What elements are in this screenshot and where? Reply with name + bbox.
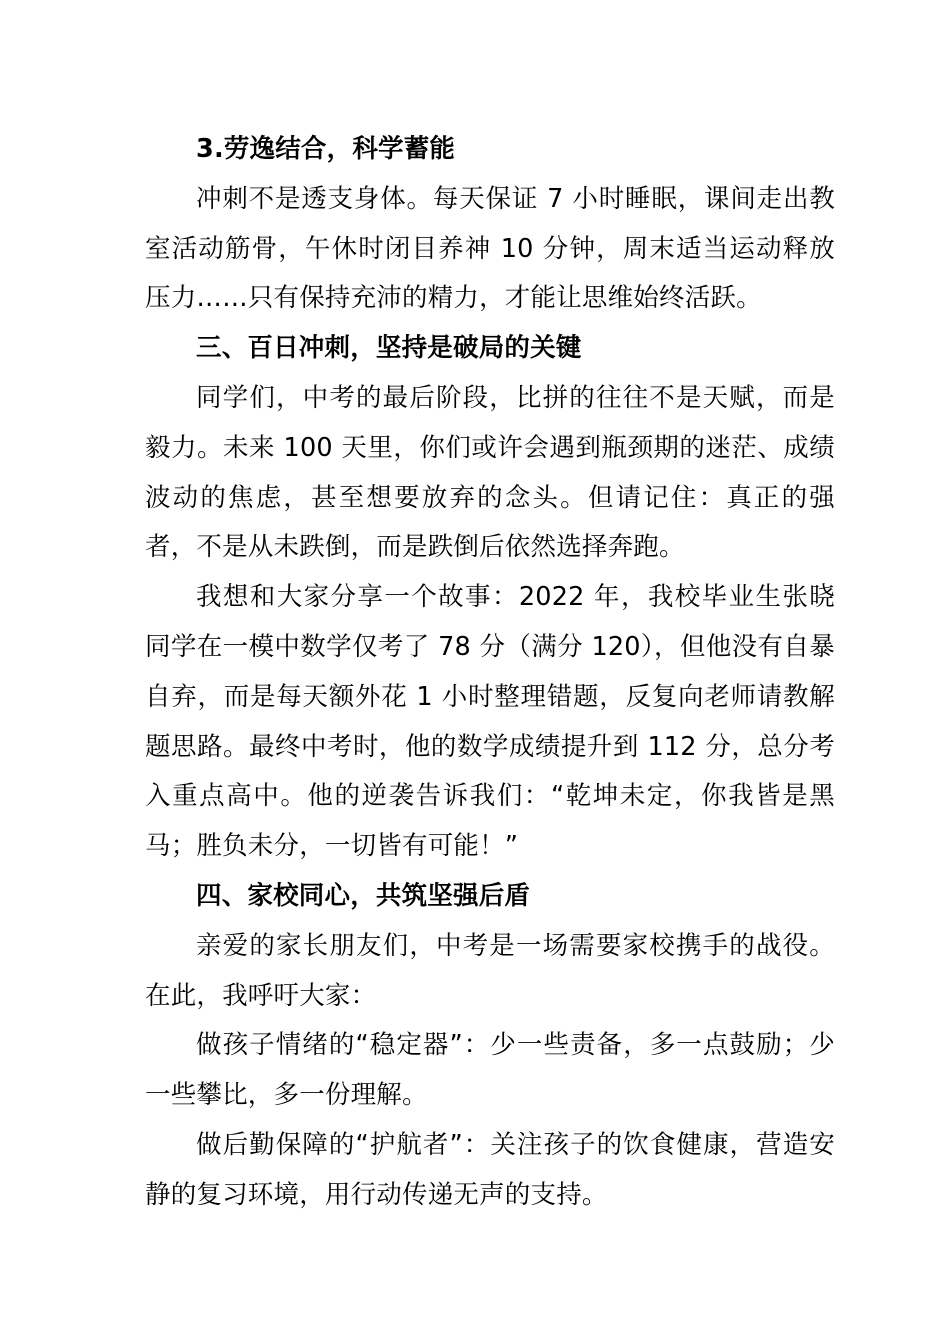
paragraph-persistence: 同学们，中考的最后阶段，比拼的往往不是天赋，而是毅力。未来 100 天里，你们或许会遇到瓶颈期的迷茫、成绩波动的焦虑，甚至想要放弃的念头。但请记住：真正的强者，不是从未跌倒，而是跌倒后依然选择奔跑。 <box>145 382 835 563</box>
section-heading-persistence: 三、百日冲刺，坚持是破局的关键 <box>196 333 582 364</box>
paragraph-parents-appeal: 亲爱的家长朋友们，中考是一场需要家校携手的战役。在此，我呼吁大家： <box>145 930 835 1011</box>
section-heading-home-school: 四、家校同心，共筑坚强后盾 <box>196 880 531 911</box>
paragraph-emotion-stabilizer: 做孩子情绪的“稳定器”：少一些责备，多一点鼓励；少一些攀比，多一份理解。 <box>145 1030 835 1111</box>
paragraph-logistics-guardian: 做后勤保障的“护航者”：关注孩子的饮食健康，营造安静的复习环境，用行动传递无声的支持。 <box>145 1129 835 1210</box>
section-heading-rest: 3.劳逸结合，科学蓄能 <box>196 134 456 164</box>
paragraph-story: 我想和大家分享一个故事：2022 年，我校毕业生张晓同学在一模中数学仅考了 78 分（满分 120），但他没有自暴自弃，而是每天额外花 1 小时整理错题，反复向老师请教解题思路。最终中考时，他的数学成绩提升到 112 分，总分考入重点高中。他的逆袭告诉我们：“乾坤未定，你我皆是黑马；胜负未分，一切皆有可能！” <box>145 582 835 862</box>
paragraph-rest: 冲刺不是透支身体。每天保证 7 小时睡眠，课间走出教室活动筋骨，午休时闭目养神 10 分钟，周末适当运动释放压力……只有保持充沛的精力，才能让思维始终活跃。 <box>145 183 835 314</box>
document-page <box>145 125 835 1221</box>
